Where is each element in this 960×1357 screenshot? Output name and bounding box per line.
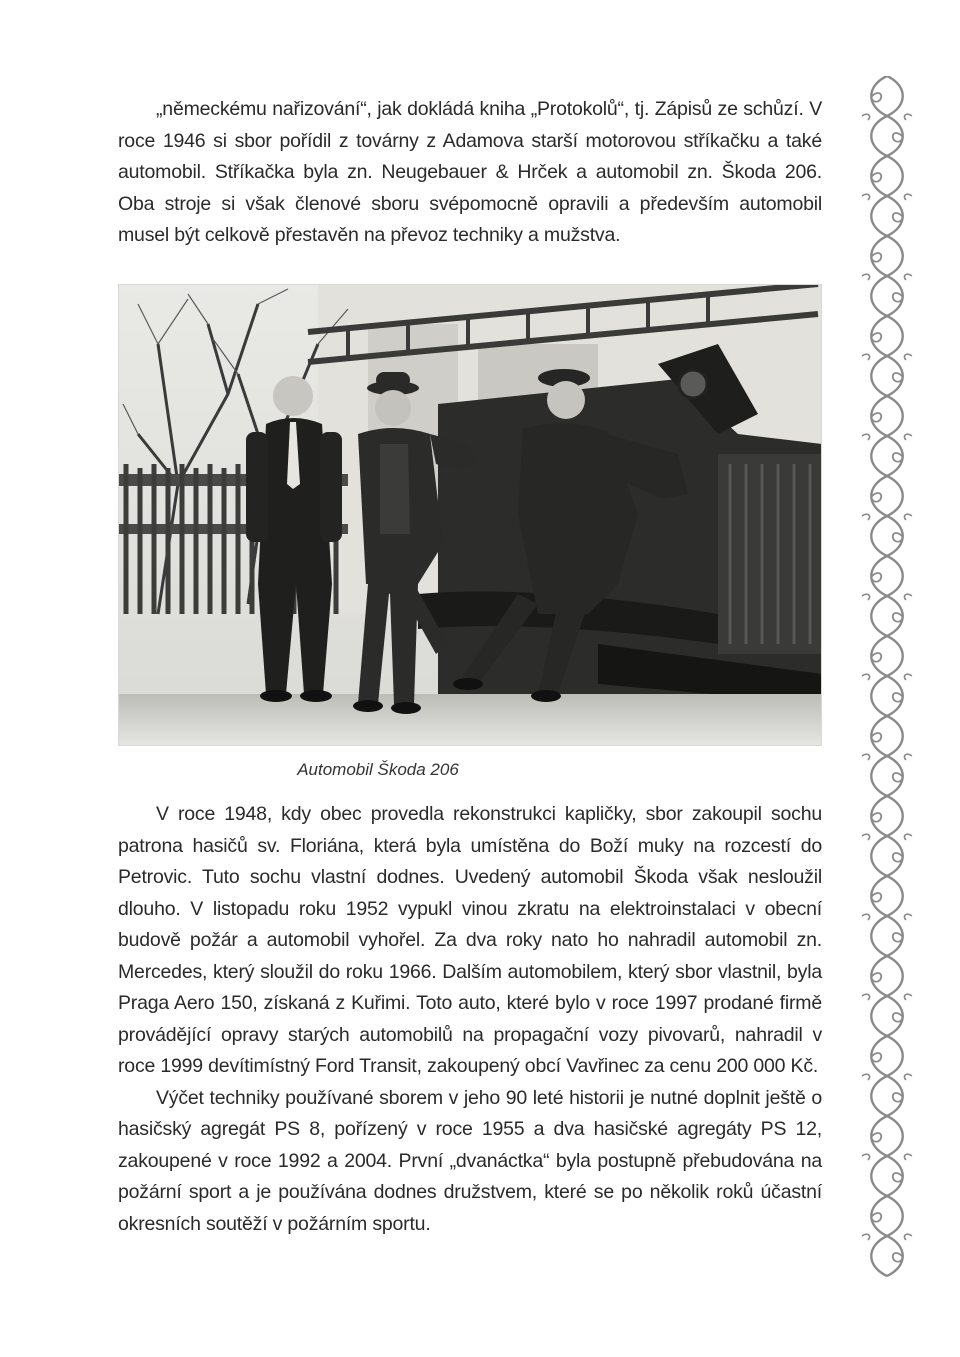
photo-illustration	[118, 284, 822, 746]
photo-caption: Automobil Škoda 206	[297, 760, 459, 779]
photo-skoda-206	[118, 284, 822, 746]
decorative-border-ornament	[858, 76, 916, 1281]
text-block-bottom	[118, 799, 822, 1240]
paragraph: V roce 1948, kdy obec provedla rekonstrukci kapličky, sbor zakoupil sochu patrona hasičů sv. Floriána, která byla umístěna do Boží muky na rozcestí do Petrovic. Tuto sochu vlastní dodnes. Uvedený automobil Škoda však nesloužil dlouho. V listopadu roku 1952 vypukl vinou zkratu na elektroinstalaci v obecní budově požár a automobil vyhořel. Za dva roky nato ho nahradil automobil zn. Mercedes, který sloužil do roku 1966. Dalším automobilem, který sbor vlastnil, byla Praga Aero 150, získaná z Kuřimi. Toto auto, které bylo v roce 1997 prodané firmě provádějící opravy starých automobilů na propagační vozy pivovarů, nahradil v roce 1999 devítimístný Ford Transit, zakoupený obcí Vavřinec za cenu 200 000 Kč.	[118, 803, 822, 1077]
paragraph: „německému nařizování“, jak dokládá kniha „Protokolů“, tj. Zápisů ze schůzí. V roce 1946 si sbor pořídil z továrny z Adamova starší motorovou stříkačku a také automobil. Stříkačka byla zn. Neugebauer & Hrček a automobil zn. Škoda 206. Oba stroje si však členové sboru svépomocně opravili a především automobil musel být celkově přestavěn na převoz techniky a mužstva.	[118, 98, 822, 246]
text-block-top	[118, 94, 822, 252]
paragraph: Výčet techniky používané sborem v jeho 90 leté historii je nutné doplnit ještě o hasičský agregát PS 8, pořízený v roce 1955 a dva hasičské agregáty PS 12, zakoupené v roce 1992 a 2004. První „dvanáctka“ byla postupně přebudována na požární sport a je používána dodnes družstvem, které se po několik roků účastní okresních soutěží v požárním sportu.	[118, 1086, 822, 1235]
